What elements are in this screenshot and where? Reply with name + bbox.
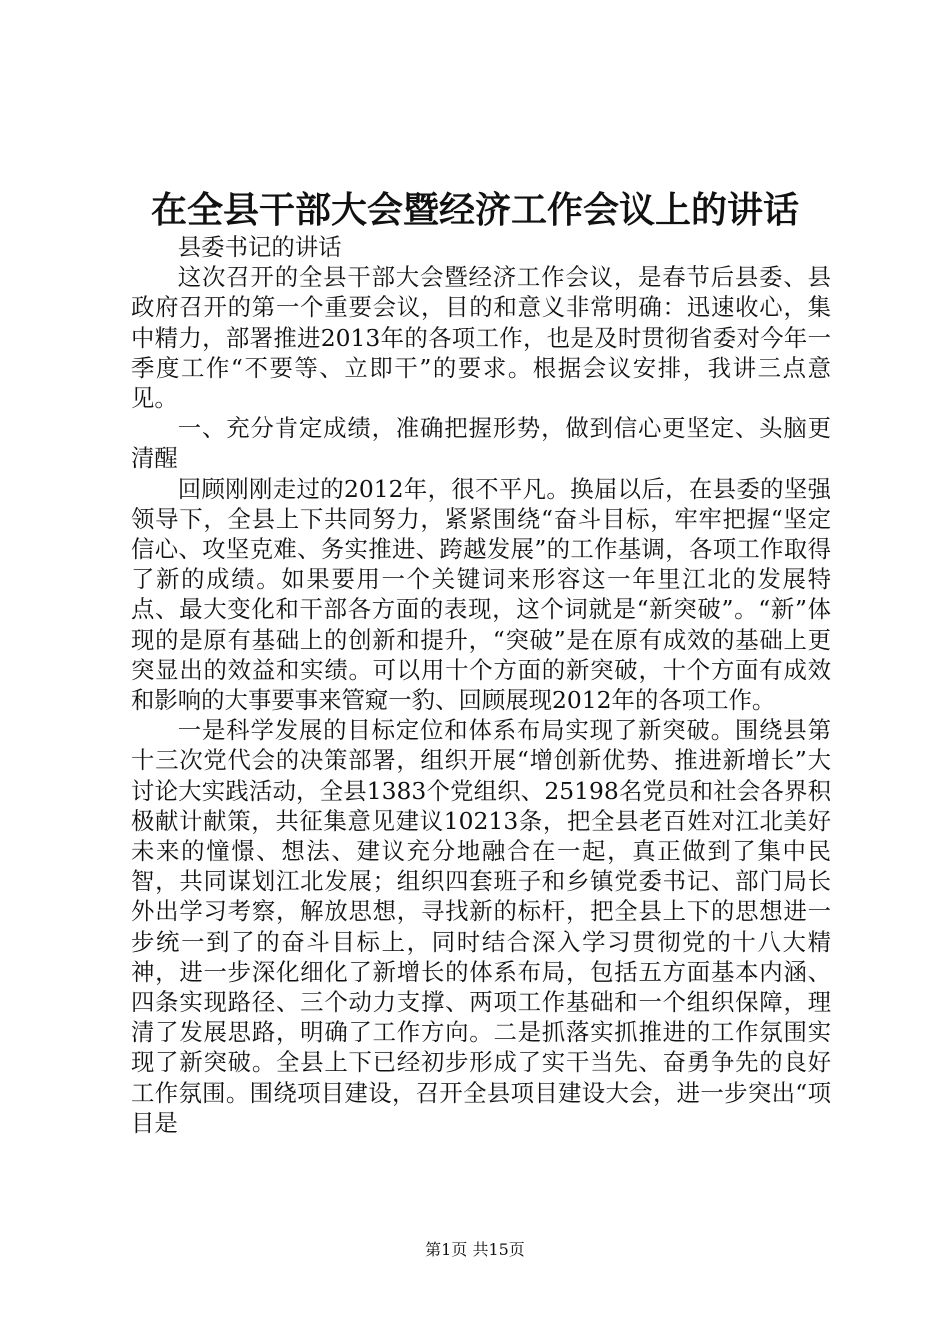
page-number-footer: 第1页 共15页: [425, 1240, 525, 1259]
document-body: [131, 232, 831, 1138]
body-paragraph: 县委书记的讲话: [177, 233, 342, 261]
body-paragraph: 一、充分肯定成绩，准确把握形势，做到信心更坚定、头脑更清醒: [131, 414, 831, 473]
document-title: 在全县干部大会暨经济工作会议上的讲话: [150, 189, 799, 231]
body-paragraph: 回顾刚刚走过的2012年，很不平凡。换届以后，在县委的坚强领导下，全县上下共同努力，紧紧围绕“奋斗目标，牢牢把握“坚定信心、攻坚克难、务实推进、跨越发展”的工作基调，各项工作取得了新的成绩。如果要用一个关键词来形容这一年里江北的发展特点、最大变化和干部各方面的表现，这个词就是“新突破”。“新”体现的是原有基础上的创新和提升，“突破”是在原有成效的基础上更突显出的效益和实绩。可以用十个方面的新突破，十个方面有成效和影响的大事要事来管窥一豹、回顾展现2012年的各项工作。: [131, 474, 831, 715]
body-paragraph: 一是科学发展的目标定位和体系布局实现了新突破。围绕县第十三次党代会的决策部署，组织开展“增创新优势、推进新增长”大讨论大实践活动，全县1383个党组织、25198名党员和社会各界积极献计献策，共征集意见建议10213条，把全县老百姓对江北美好未来的憧憬、想法、建议充分地融合在一起，真正做到了集中民智，共同谋划江北发展；组织四套班子和乡镇党委书记、部门局长外出学习考察，解放思想，寻找新的标杆，把全县上下的思想进一步统一到了的奋斗目标上，同时结合深入学习贯彻党的十八大精神，进一步深化细化了新增长的体系布局，包括五方面基本内涵、四条实现路径、三个动力支撑、两项工作基础和一个组织保障，理清了发展思路，明确了工作方向。二是抓落实抓推进的工作氛围实现了新突破。全县上下已经初步形成了实干当先、奋勇争先的良好工作氛围。围绕项目建设，召开全县项目建设大会，进一步突出“项目是: [131, 716, 831, 1137]
body-paragraph: 这次召开的全县干部大会暨经济工作会议，是春节后县委、县政府召开的第一个重要会议，目的和意义非常明确：迅速收心，集中精力，部署推进2013年的各项工作，也是及时贯彻省委对今年一季度工作“不要等、立即干”的要求。根据会议安排，我讲三点意见。: [131, 263, 831, 413]
